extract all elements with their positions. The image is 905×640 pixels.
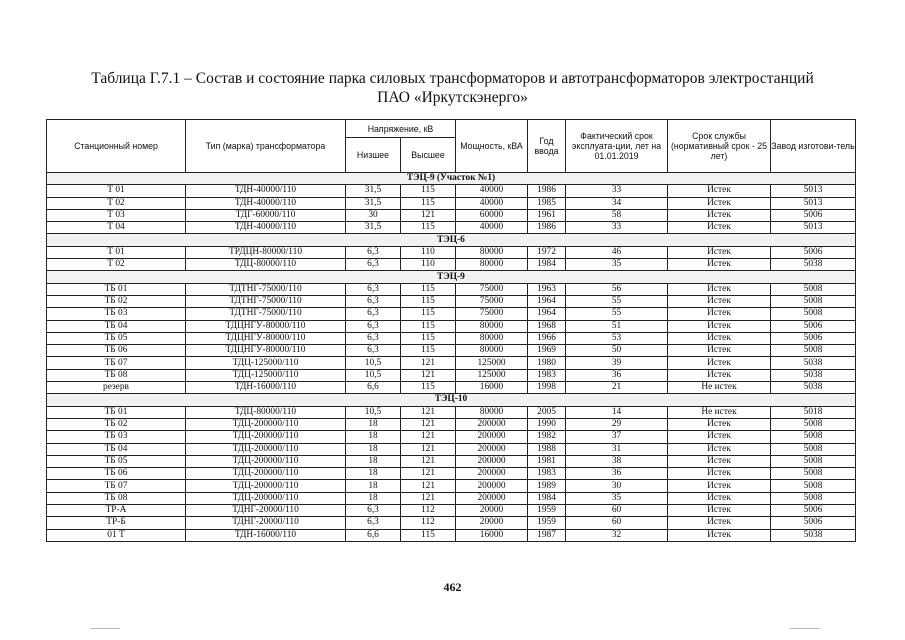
table-row xyxy=(47,468,856,480)
table-cell: 110 xyxy=(401,259,456,271)
scan-artifact-line xyxy=(790,628,820,629)
table-cell: ТБ 06 xyxy=(47,468,186,480)
scan-artifact-line xyxy=(90,628,120,629)
table-cell: 6,3 xyxy=(346,295,401,307)
table-cell: 18 xyxy=(346,480,401,492)
header-station-no: Станционный номер xyxy=(47,120,186,173)
table-cell: 16000 xyxy=(456,382,528,394)
table-cell: 31,5 xyxy=(346,197,401,209)
table-cell: 6,3 xyxy=(346,345,401,357)
table-cell: 18 xyxy=(346,492,401,504)
table-cell: 6,3 xyxy=(346,320,401,332)
table-cell: ТР-А xyxy=(47,505,186,517)
table-body xyxy=(47,173,856,542)
table-cell: 6,3 xyxy=(346,283,401,295)
table-cell: 5008 xyxy=(771,283,856,295)
table-cell: 60000 xyxy=(456,209,528,221)
table-row xyxy=(47,320,856,332)
table-cell: 1964 xyxy=(528,308,566,320)
table-cell: 115 xyxy=(401,185,456,197)
table-cell: ТДТНГ-75000/110 xyxy=(186,283,346,295)
table-cell: 115 xyxy=(401,529,456,541)
table-cell: 5006 xyxy=(771,320,856,332)
table-cell: ТБ 05 xyxy=(47,332,186,344)
table-cell: ТДЦ-200000/110 xyxy=(186,443,346,455)
table-row xyxy=(47,406,856,418)
table-cell: ТДЦ-125000/110 xyxy=(186,357,346,369)
section-row xyxy=(47,234,856,246)
table-row xyxy=(47,529,856,541)
table-cell: ТБ 02 xyxy=(47,418,186,430)
table-cell: Истек xyxy=(668,431,771,443)
table-row xyxy=(47,209,856,221)
table-cell: Истек xyxy=(668,197,771,209)
table-cell: 50 xyxy=(566,345,668,357)
table-row xyxy=(47,283,856,295)
table-cell: 5008 xyxy=(771,308,856,320)
table-cell: 80000 xyxy=(456,345,528,357)
table-cell: 6,6 xyxy=(346,529,401,541)
table-cell: ТДЦ-80000/110 xyxy=(186,259,346,271)
table-cell: 1969 xyxy=(528,345,566,357)
table-cell: 1985 xyxy=(528,197,566,209)
table-cell: 115 xyxy=(401,320,456,332)
table-cell: 46 xyxy=(566,246,668,258)
table-cell: 80000 xyxy=(456,259,528,271)
table-cell: ТДТНГ-75000/110 xyxy=(186,308,346,320)
table-cell: 18 xyxy=(346,455,401,467)
table-row xyxy=(47,443,856,455)
table-cell: 200000 xyxy=(456,480,528,492)
header-power: Мощность, кВА xyxy=(456,120,528,173)
table-cell: 30 xyxy=(566,480,668,492)
table-header xyxy=(47,120,856,173)
table-cell: ТДЦНГУ-80000/110 xyxy=(186,345,346,357)
table-cell: Истек xyxy=(668,369,771,381)
table-cell: Истек xyxy=(668,357,771,369)
table-cell: 1982 xyxy=(528,431,566,443)
table-cell: 110 xyxy=(401,246,456,258)
table-cell: 1998 xyxy=(528,382,566,394)
table-cell: 115 xyxy=(401,197,456,209)
section-title: ТЭЦ-9 xyxy=(47,271,856,283)
header-voltage-high: Высшее xyxy=(401,138,456,173)
table-cell: ТБ 08 xyxy=(47,492,186,504)
table-cell: ТДЦНГУ-80000/110 xyxy=(186,320,346,332)
table-cell: 36 xyxy=(566,369,668,381)
table-row xyxy=(47,480,856,492)
table-cell: 20000 xyxy=(456,505,528,517)
header-year: Год ввода xyxy=(528,120,566,173)
table-cell: ТДЦ-200000/110 xyxy=(186,418,346,430)
table-cell: 18 xyxy=(346,468,401,480)
table-row xyxy=(47,505,856,517)
table-cell: ТДЦНГУ-80000/110 xyxy=(186,332,346,344)
table-cell: 115 xyxy=(401,308,456,320)
table-cell: ТДЦ-200000/110 xyxy=(186,431,346,443)
table-cell: Истек xyxy=(668,443,771,455)
table-cell: ТБ 07 xyxy=(47,357,186,369)
table-cell: 121 xyxy=(401,357,456,369)
table-cell: 5008 xyxy=(771,492,856,504)
table-cell: 121 xyxy=(401,492,456,504)
table-cell: резерв xyxy=(47,382,186,394)
table-cell: Истек xyxy=(668,283,771,295)
section-row xyxy=(47,173,856,185)
table-cell: 5008 xyxy=(771,468,856,480)
table-cell: Истек xyxy=(668,345,771,357)
table-cell: 29 xyxy=(566,418,668,430)
table-caption xyxy=(40,69,865,107)
table-cell: 115 xyxy=(401,382,456,394)
table-cell: ТДЦ-200000/110 xyxy=(186,455,346,467)
table-cell: 6,3 xyxy=(346,246,401,258)
table-cell: ТБ 02 xyxy=(47,295,186,307)
table-cell: 5038 xyxy=(771,369,856,381)
table-cell: ТБ 03 xyxy=(47,308,186,320)
table-cell: 39 xyxy=(566,357,668,369)
table-cell: Т 02 xyxy=(47,259,186,271)
table-cell: ТДЦ-200000/110 xyxy=(186,492,346,504)
table-row xyxy=(47,308,856,320)
caption-line-1: Таблица Г.7.1 – Состав и состояние парка силовых трансформаторов и автотрансформаторов электростанций xyxy=(91,70,814,87)
header-maker: Завод изготови-тель xyxy=(771,120,856,173)
table-row xyxy=(47,418,856,430)
table-cell: Истек xyxy=(668,468,771,480)
table-cell: 31 xyxy=(566,443,668,455)
table-cell: 2005 xyxy=(528,406,566,418)
table-cell: 51 xyxy=(566,320,668,332)
table-cell: ТДН-16000/110 xyxy=(186,382,346,394)
table-row xyxy=(47,259,856,271)
table-cell: 33 xyxy=(566,185,668,197)
table-cell: 80000 xyxy=(456,406,528,418)
table-cell: 115 xyxy=(401,345,456,357)
table-cell: Истек xyxy=(668,209,771,221)
table-cell: Истек xyxy=(668,185,771,197)
table-cell: 1961 xyxy=(528,209,566,221)
table-cell: 121 xyxy=(401,418,456,430)
table-cell: 115 xyxy=(401,295,456,307)
table-cell: 5038 xyxy=(771,529,856,541)
table-cell: 5006 xyxy=(771,209,856,221)
table-cell: 80000 xyxy=(456,320,528,332)
table-cell: 115 xyxy=(401,222,456,234)
table-cell: Истек xyxy=(668,418,771,430)
table-cell: 1986 xyxy=(528,185,566,197)
table-cell: 1988 xyxy=(528,443,566,455)
table-cell: 36 xyxy=(566,468,668,480)
table-cell: 75000 xyxy=(456,308,528,320)
table-cell: ТДТНГ-75000/110 xyxy=(186,295,346,307)
table-cell: 14 xyxy=(566,406,668,418)
table-cell: Истек xyxy=(668,259,771,271)
table-cell: 6,3 xyxy=(346,259,401,271)
table-cell: Истек xyxy=(668,222,771,234)
page-number: 462 xyxy=(443,580,462,594)
table-cell: ТБ 01 xyxy=(47,283,186,295)
table-cell: Истек xyxy=(668,492,771,504)
table-cell: 5006 xyxy=(771,505,856,517)
table-cell: 18 xyxy=(346,418,401,430)
table-cell: 6,3 xyxy=(346,308,401,320)
table-cell: 55 xyxy=(566,295,668,307)
table-cell: 1963 xyxy=(528,283,566,295)
table-cell: 40000 xyxy=(456,185,528,197)
table-cell: ТДГ-60000/110 xyxy=(186,209,346,221)
table-cell: Истек xyxy=(668,295,771,307)
table-row xyxy=(47,345,856,357)
table-cell: 1987 xyxy=(528,529,566,541)
section-title: ТЭЦ-6 xyxy=(47,234,856,246)
table-cell: 38 xyxy=(566,455,668,467)
table-cell: 121 xyxy=(401,455,456,467)
table-cell: Истек xyxy=(668,332,771,344)
table-cell: 121 xyxy=(401,443,456,455)
table-cell: 01 Т xyxy=(47,529,186,541)
table-cell: 5006 xyxy=(771,332,856,344)
table-row xyxy=(47,431,856,443)
table-row xyxy=(47,357,856,369)
table-row xyxy=(47,382,856,394)
table-cell: 1972 xyxy=(528,246,566,258)
section-title: ТЭЦ-9 (Участок №1) xyxy=(47,173,856,185)
table-cell: 35 xyxy=(566,492,668,504)
table-cell: 5006 xyxy=(771,517,856,529)
table-row xyxy=(47,295,856,307)
table-cell: 200000 xyxy=(456,418,528,430)
table-cell: 1989 xyxy=(528,480,566,492)
table-cell: 115 xyxy=(401,332,456,344)
table-cell: 1959 xyxy=(528,517,566,529)
table-cell: 5013 xyxy=(771,222,856,234)
table-cell: 121 xyxy=(401,431,456,443)
table-cell: 60 xyxy=(566,517,668,529)
table-cell: ТБ 05 xyxy=(47,455,186,467)
transformers-table xyxy=(46,119,856,542)
table-cell: 20000 xyxy=(456,517,528,529)
table-cell: 125000 xyxy=(456,357,528,369)
table-cell: Истек xyxy=(668,505,771,517)
header-voltage: Напряжение, кВ xyxy=(346,120,456,138)
table-cell: 200000 xyxy=(456,455,528,467)
table-cell: Истек xyxy=(668,517,771,529)
table-cell: ТБ 06 xyxy=(47,345,186,357)
table-cell: 35 xyxy=(566,259,668,271)
table-cell: 1984 xyxy=(528,492,566,504)
table-row xyxy=(47,185,856,197)
table-cell: 5008 xyxy=(771,443,856,455)
table-cell: ТБ 01 xyxy=(47,406,186,418)
table-cell: ТБ 04 xyxy=(47,320,186,332)
header-service-years: Фактический срок эксплуата-ции, лет на 01.01.2019 xyxy=(566,120,668,173)
table-cell: 33 xyxy=(566,222,668,234)
table-cell: 5008 xyxy=(771,345,856,357)
table-cell: 5006 xyxy=(771,246,856,258)
table-cell: 1986 xyxy=(528,222,566,234)
table-cell: Т 01 xyxy=(47,185,186,197)
table-cell: 200000 xyxy=(456,468,528,480)
header-type: Тип (марка) трансформатора xyxy=(186,120,346,173)
table-cell: 1981 xyxy=(528,455,566,467)
table-cell: ТРДЦН-80000/110 xyxy=(186,246,346,258)
table-cell: ТДН-40000/110 xyxy=(186,197,346,209)
table-row xyxy=(47,517,856,529)
table-row xyxy=(47,332,856,344)
table-cell: 112 xyxy=(401,517,456,529)
section-row xyxy=(47,394,856,406)
table-cell: 5008 xyxy=(771,295,856,307)
table-cell: Истек xyxy=(668,246,771,258)
table-cell: 31,5 xyxy=(346,222,401,234)
table-cell: 34 xyxy=(566,197,668,209)
table-cell: 32 xyxy=(566,529,668,541)
table-cell: Т 01 xyxy=(47,246,186,258)
table-cell: 5008 xyxy=(771,480,856,492)
table-cell: 5018 xyxy=(771,406,856,418)
table-cell: 18 xyxy=(346,443,401,455)
table-cell: 121 xyxy=(401,406,456,418)
table-cell: 1990 xyxy=(528,418,566,430)
table-cell: ТДЦ-80000/110 xyxy=(186,406,346,418)
header-voltage-low: Низшее xyxy=(346,138,401,173)
table-cell: 56 xyxy=(566,283,668,295)
table-cell: 125000 xyxy=(456,369,528,381)
table-cell: ТБ 07 xyxy=(47,480,186,492)
table-cell: 112 xyxy=(401,505,456,517)
table-cell: Т 04 xyxy=(47,222,186,234)
table-row xyxy=(47,197,856,209)
table-cell: ТДЦ-125000/110 xyxy=(186,369,346,381)
table-cell: Истек xyxy=(668,320,771,332)
table-cell: 1984 xyxy=(528,259,566,271)
table-cell: Не истек xyxy=(668,382,771,394)
header-service-life: Срок службы (нормативный срок - 25 лет) xyxy=(668,120,771,173)
table-cell: 5008 xyxy=(771,431,856,443)
table-cell: 10,5 xyxy=(346,406,401,418)
table-cell: 121 xyxy=(401,209,456,221)
table-cell: Истек xyxy=(668,480,771,492)
table-cell: ТДЦ-200000/110 xyxy=(186,468,346,480)
table-cell: Истек xyxy=(668,308,771,320)
table-cell: 55 xyxy=(566,308,668,320)
table-row xyxy=(47,369,856,381)
table-cell: Т 03 xyxy=(47,209,186,221)
table-row xyxy=(47,246,856,258)
table-cell: 1980 xyxy=(528,357,566,369)
table-cell: ТБ 04 xyxy=(47,443,186,455)
table-cell: 6,6 xyxy=(346,382,401,394)
table-cell: 200000 xyxy=(456,431,528,443)
table-row xyxy=(47,222,856,234)
table-cell: 30 xyxy=(346,209,401,221)
table-cell: ТДН-40000/110 xyxy=(186,222,346,234)
table-cell: 80000 xyxy=(456,246,528,258)
table-cell: ТДН-16000/110 xyxy=(186,529,346,541)
table-cell: 1966 xyxy=(528,332,566,344)
table-cell: 40000 xyxy=(456,222,528,234)
table-row xyxy=(47,492,856,504)
table-cell: 200000 xyxy=(456,492,528,504)
table-cell: 31,5 xyxy=(346,185,401,197)
table-cell: 121 xyxy=(401,369,456,381)
table-cell: 115 xyxy=(401,283,456,295)
table-cell: 10,5 xyxy=(346,369,401,381)
table-cell: ТР-Б xyxy=(47,517,186,529)
section-title: ТЭЦ-10 xyxy=(47,394,856,406)
table-cell: ТДНГ-20000/110 xyxy=(186,517,346,529)
table-cell: 1959 xyxy=(528,505,566,517)
table-cell: 200000 xyxy=(456,443,528,455)
table-cell: 6,3 xyxy=(346,332,401,344)
table-cell: 18 xyxy=(346,431,401,443)
table-cell: 75000 xyxy=(456,283,528,295)
table-cell: 5038 xyxy=(771,259,856,271)
table-cell: 21 xyxy=(566,382,668,394)
table-cell: 6,3 xyxy=(346,517,401,529)
table-cell: Т 02 xyxy=(47,197,186,209)
table-cell: 5038 xyxy=(771,382,856,394)
table-cell: 53 xyxy=(566,332,668,344)
table-row xyxy=(47,455,856,467)
table-cell: Истек xyxy=(668,455,771,467)
caption-line-2: ПАО «Иркутскэнерго» xyxy=(377,89,528,106)
table-cell: 5008 xyxy=(771,455,856,467)
table-cell: 37 xyxy=(566,431,668,443)
table-cell: 1964 xyxy=(528,295,566,307)
table-cell: 16000 xyxy=(456,529,528,541)
table-cell: 80000 xyxy=(456,332,528,344)
table-cell: ТБ 08 xyxy=(47,369,186,381)
table-cell: 1983 xyxy=(528,369,566,381)
table-cell: 1968 xyxy=(528,320,566,332)
table-cell: 75000 xyxy=(456,295,528,307)
table-cell: 60 xyxy=(566,505,668,517)
table-cell: Истек xyxy=(668,529,771,541)
table-cell: 10,5 xyxy=(346,357,401,369)
table-cell: 5013 xyxy=(771,185,856,197)
table-cell: 1983 xyxy=(528,468,566,480)
table-cell: Не истек xyxy=(668,406,771,418)
table-cell: ТДН-40000/110 xyxy=(186,185,346,197)
table-cell: 5013 xyxy=(771,197,856,209)
table-cell: 58 xyxy=(566,209,668,221)
table-cell: 121 xyxy=(401,480,456,492)
table-cell: 5008 xyxy=(771,418,856,430)
table-cell: 121 xyxy=(401,468,456,480)
section-row xyxy=(47,271,856,283)
table-cell: ТДНГ-20000/110 xyxy=(186,505,346,517)
table-cell: 6,3 xyxy=(346,505,401,517)
table-cell: ТДЦ-200000/110 xyxy=(186,480,346,492)
table-cell: 40000 xyxy=(456,197,528,209)
table-cell: ТБ 03 xyxy=(47,431,186,443)
table-cell: 5038 xyxy=(771,357,856,369)
